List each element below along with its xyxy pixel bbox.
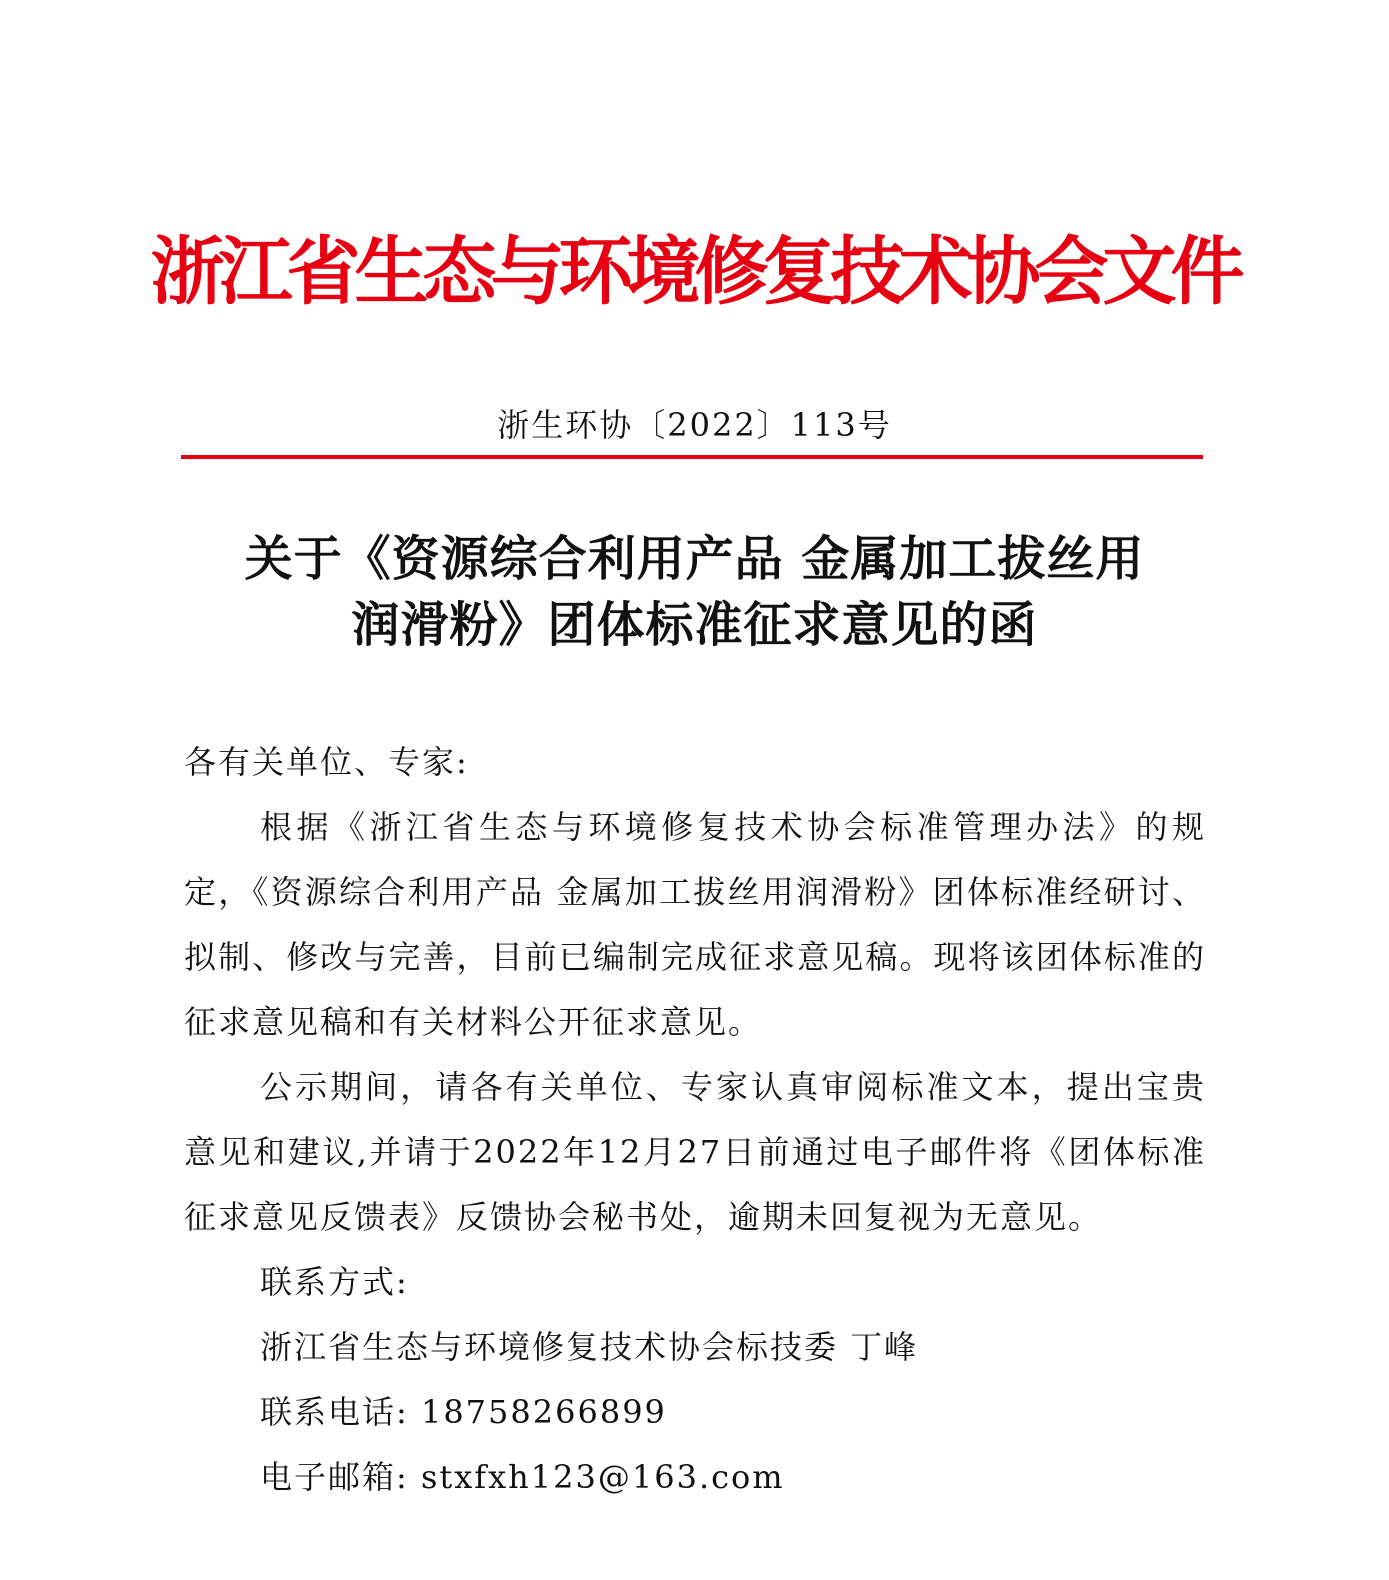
red-divider-line <box>181 455 1203 459</box>
salutation: 各有关单位、专家: <box>184 743 469 781</box>
contact-heading: 联系方式: <box>260 1263 409 1301</box>
masthead-title: 浙江省生态与环境修复技术协会文件 <box>150 229 1239 315</box>
letter-title <box>120 526 1269 658</box>
contact-email: 电子邮箱: stxfxh123@163.com <box>260 1458 785 1496</box>
contact-organization: 浙江省生态与环境修复技术协会标技委 丁峰 <box>260 1328 919 1366</box>
body-paragraph: 根据《浙江省生态与环境修复技术协会标准管理办法》的规定，《资源综合利用产品 金属加工拔丝用润滑粉》团体标准经研讨、拟制、修改与完善，目前已编制完成征求意见稿。现将该团体标准的征求意见稿和有关材料公开征求意见。 <box>184 808 1206 1041</box>
letter-body <box>184 730 1206 1510</box>
document-number: 浙生环协〔2022〕113号 <box>497 406 892 444</box>
body-paragraph: 公示期间，请各有关单位、专家认真审阅标准文本，提出宝贵意见和建议,并请于2022年12月27日前通过电子邮件将《团体标准征求意见反馈表》反馈协会秘书处，逾期未回复视为无意见。 <box>184 1068 1206 1236</box>
letter-title-line-1: 关于《资源综合利用产品 金属加工拔丝用 <box>244 531 1145 587</box>
contact-phone: 联系电话: 18758266899 <box>260 1393 667 1431</box>
letter-title-line-2: 润滑粉》团体标准征求意见的函 <box>351 597 1038 653</box>
